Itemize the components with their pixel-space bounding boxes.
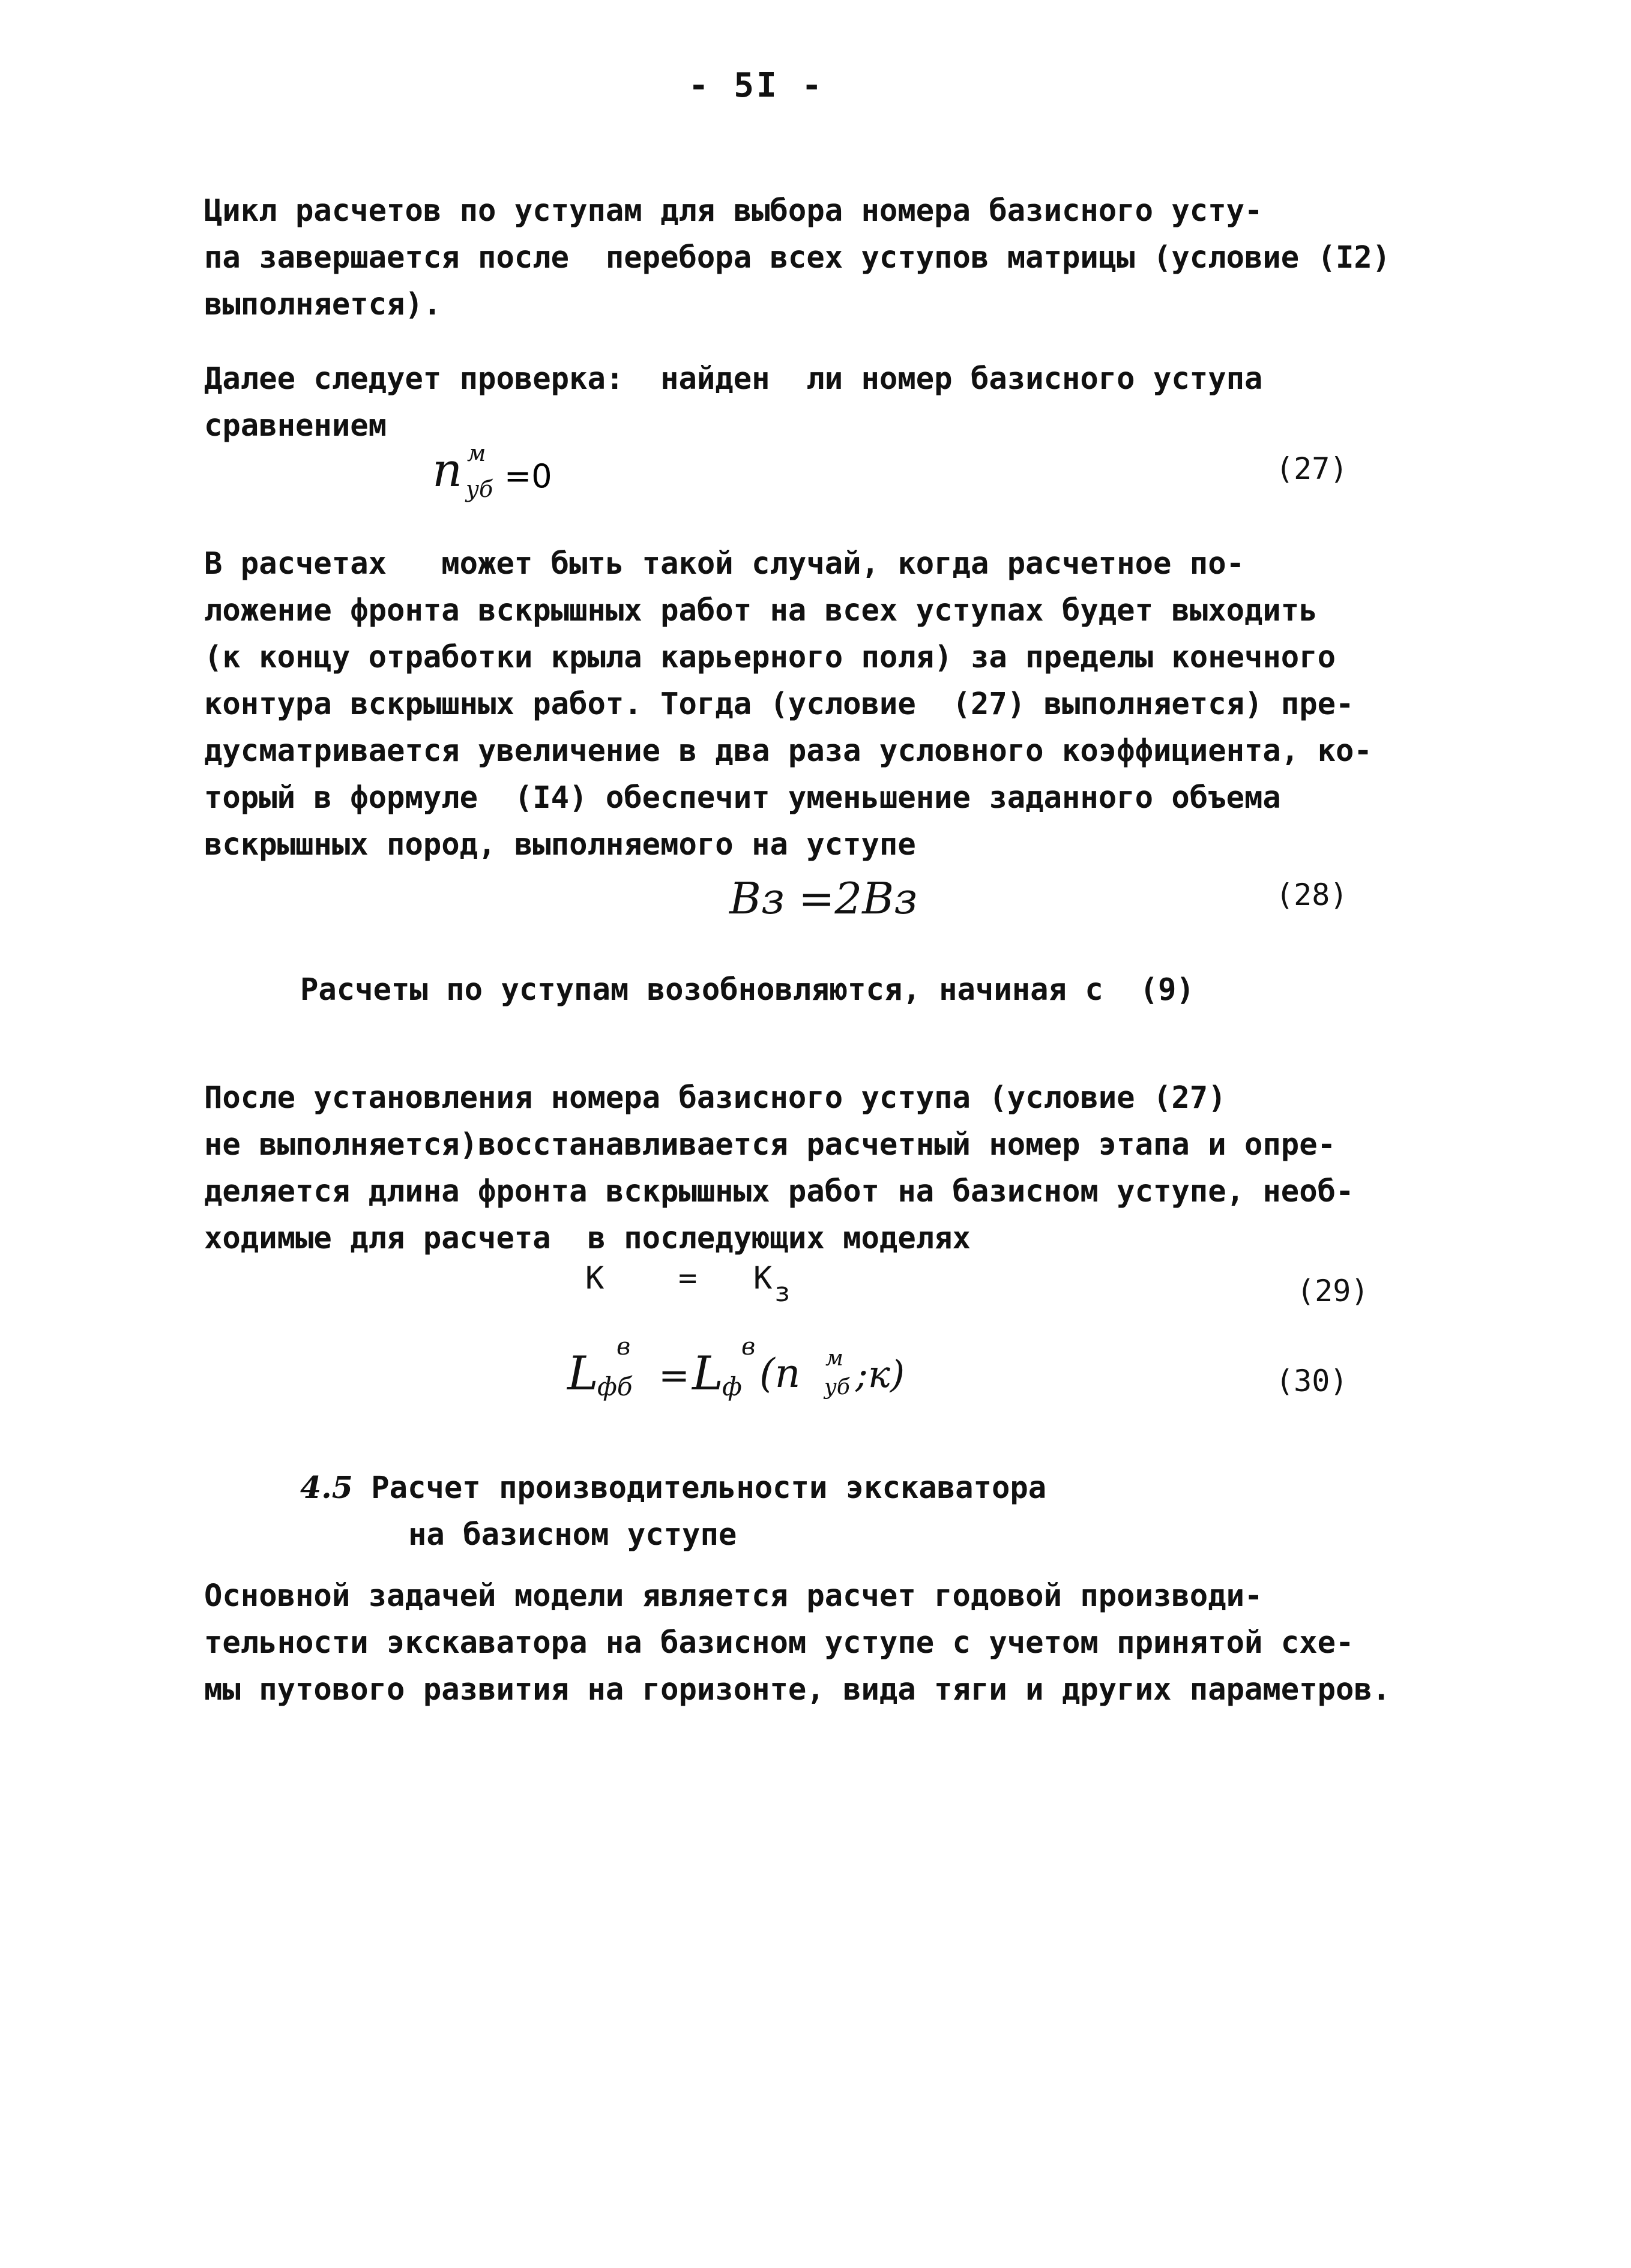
text-line: Цикл расчетов по уступам для выбора номера базисного усту- [204, 193, 1263, 228]
text-line: Далее следует проверка: найден ли номер базисного уступа [204, 361, 1263, 396]
formula-27 [432, 438, 588, 507]
formula-28-expression: Вз =2Вз [729, 873, 918, 924]
paragraph-2 [204, 355, 1262, 449]
page-number: - 5I - [688, 66, 825, 105]
formula-29-lhs: К [585, 1260, 604, 1296]
text-line: па завершается после перебора всех уступов матрицы (условие (I2) [204, 239, 1391, 275]
text-line: выполняется). [204, 286, 442, 322]
paragraph-6 [204, 1572, 1390, 1713]
text-line: дусматривается увеличение в два раза условного коэффициента, ко- [204, 733, 1372, 768]
formula-30-args-tail: ;к) [855, 1352, 905, 1396]
text-line: ходимые для расчета в последующих моделях [204, 1220, 971, 1256]
equation-number-29: (29) [1297, 1274, 1369, 1308]
formula-27-sup: м [467, 440, 486, 466]
paragraph-5 [204, 1074, 1354, 1262]
formula-29-rhs-sub: з [774, 1277, 791, 1308]
formula-30-lhs: L [567, 1347, 598, 1401]
section-number: 4.5 [300, 1470, 353, 1505]
formula-30-lhs-sub: фб [597, 1372, 633, 1401]
paragraph-1 [204, 187, 1390, 328]
text-line: ложение фронта вскрышных работ на всех уступах будет выходить [204, 592, 1318, 628]
section-title-line-1: Расчет производительности экскаватора [371, 1470, 1047, 1505]
formula-29-eq: = [678, 1260, 698, 1296]
text-line: торый в формуле (I4) обеспечит уменьшение заданного объема [204, 780, 1281, 815]
formula-29-rhs: К [753, 1260, 773, 1296]
formula-30-eq: = [659, 1353, 690, 1397]
text-line: не выполняется)восстанавливается расчетный номер этапа и опре- [204, 1126, 1336, 1162]
section-title-line-2: на базисном уступе [408, 1517, 737, 1552]
formula-30-args-sub: уб [824, 1375, 850, 1400]
formula-28 [729, 870, 981, 933]
formula-30-rhs: L [692, 1347, 723, 1401]
equation-number-28: (28) [1276, 877, 1348, 912]
formula-27-base: n [432, 444, 463, 498]
equation-number-30: (30) [1276, 1364, 1348, 1398]
formula-30-args-sup: м [825, 1346, 843, 1371]
formula-30-lhs-sup: в [617, 1333, 631, 1361]
section-heading-line-1 [300, 1464, 1046, 1511]
text-line: тельности экскаватора на базисном уступе с учетом принятой схе- [204, 1625, 1354, 1660]
formula-30-rhs-sup: в [741, 1333, 756, 1361]
text-line: контура вскрышных работ. Тогда (условие (27) выполняется) пре- [204, 686, 1354, 721]
formula-30-rhs-sub: ф [722, 1372, 742, 1401]
text-line: Расчеты по уступам возобновляются, начиная с (9) [300, 972, 1195, 1007]
equation-number-27: (27) [1276, 451, 1348, 486]
text-line: В расчетах может быть такой случай, когда расчетное по- [204, 546, 1245, 581]
formula-27-sub: уб [466, 476, 493, 502]
text-line: сравнением [204, 408, 387, 443]
text-line: (к концу отработки крыла карьерного поля) за пределы конечного [204, 639, 1336, 675]
paragraph-3 [204, 540, 1372, 868]
formula-30 [567, 1329, 939, 1410]
text-line: После установления номера базисного уступа (условие (27) [204, 1080, 1226, 1115]
text-line: Основной задачей модели является расчет годовой производи- [204, 1578, 1263, 1613]
paragraph-4 [300, 966, 1195, 1013]
section-heading [300, 1464, 1046, 1558]
formula-30-args: (n [759, 1350, 801, 1397]
text-line: мы путового развития на горизонте, вида тяги и других параметров. [204, 1671, 1391, 1707]
text-line: деляется длина фронта вскрышных работ на базисном уступе, необ- [204, 1173, 1354, 1209]
text-line: вскрышных пород, выполняемого на уступе [204, 826, 916, 862]
formula-27-rhs: =0 [504, 457, 552, 495]
